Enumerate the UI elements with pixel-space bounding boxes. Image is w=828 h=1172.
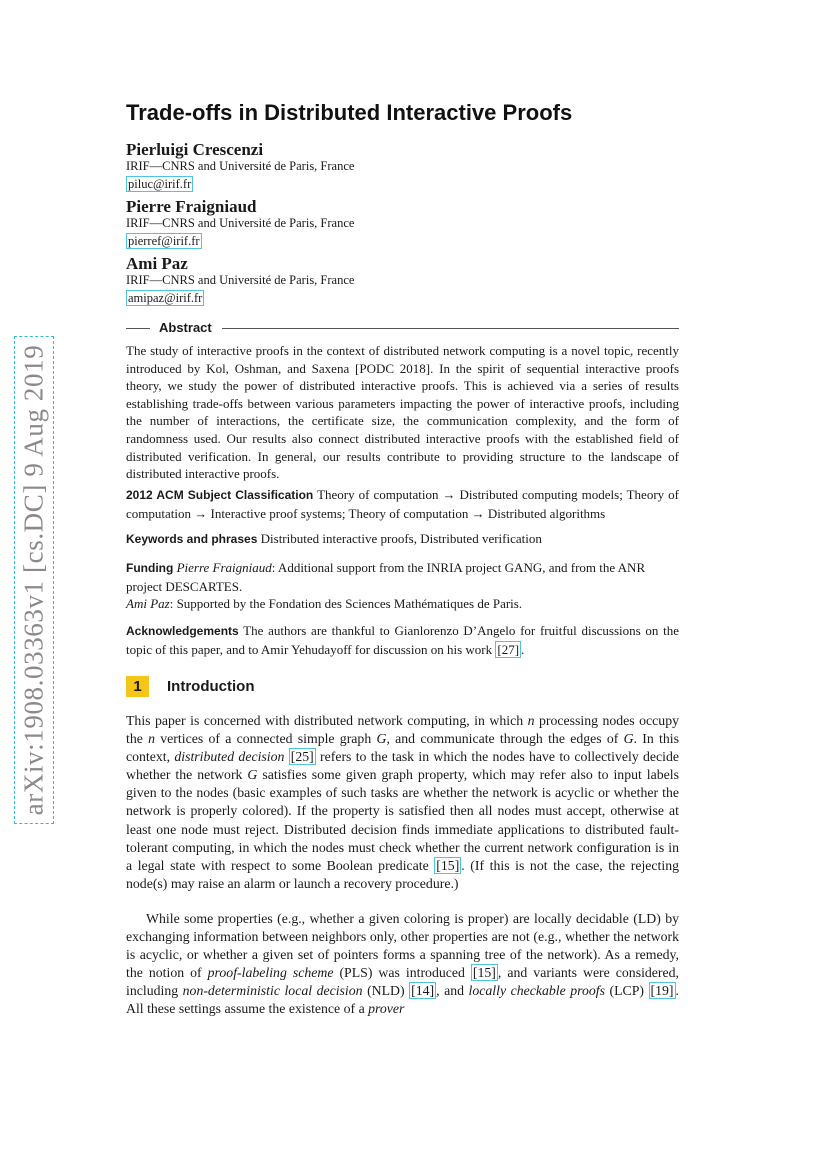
author-email-link[interactable]: amipaz@irif.fr (128, 291, 203, 305)
text-run: While some properties (e.g., whether a given coloring is proper) are locally decidable (LD) by exchanging information between neighbors only, other properties are not (e.g., whether the network is acyclic, or whether a given set of pointers forms a spanning tree of the network). As a remedy, the notion of (126, 911, 679, 981)
text-run: (LCP) (605, 983, 649, 999)
abstract-text: The study of interactive proofs in the context of distributed network computing is a novel topic, recently introduced by Kol, Oshman, and Saxena [PODC 2018]. In the spirit of sequential interactive proofs theory, we study the power of distributed interactive proofs. This is achieved via a series of results establishing trade-offs between various parameters impacting the power of interactive proofs, including the number of interactions, the certificate size, the communication complexity, and the form of randomness used. Our results also connect distributed interactive proofs with the established field of distributed verification. In general, our results contribute to providing structure to the landscape of distributed interactive proofs. (126, 343, 679, 482)
intro-paragraph-2 (126, 910, 679, 1019)
acknowledgements-text: The authors are thankful to Gianlorenzo D’Angelo for fruitful discussions on the topic of this paper, and to Amir Yehudayoff for discussion on his work (126, 623, 679, 657)
term: proof-labeling scheme (207, 965, 334, 981)
funding-label: Funding (126, 561, 174, 575)
rule-left (126, 328, 150, 329)
math-var: n (527, 713, 535, 728)
section-title: Introduction (167, 678, 255, 695)
intro-paragraph-1 (126, 712, 679, 893)
acm-classification (126, 486, 679, 522)
text-run: . In this context, (126, 731, 679, 765)
keywords-text: Distributed interactive proofs, Distributed verification (260, 531, 542, 546)
author-name: Pierluigi Crescenzi (126, 140, 264, 159)
text-run: refers to the task in which the nodes have to collectively decide whether the network (126, 749, 680, 783)
author-affiliation: IRIF—CNRS and Université de Paris, France (126, 273, 355, 287)
term: prover (368, 1001, 405, 1017)
keywords (126, 530, 679, 549)
text-run: (NLD) (362, 983, 410, 999)
math-var: n (148, 731, 156, 747)
acknowledgements-label: Acknowledgements (126, 624, 239, 638)
funding-name-1: Pierre Fraigniaud (176, 560, 272, 575)
term: locally checkable proofs (468, 983, 605, 999)
math-var: G (623, 731, 634, 747)
text-run: processing nodes occupy the (126, 713, 679, 747)
citation-link[interactable]: [15] (436, 857, 460, 873)
author-name: Ami Paz (126, 254, 188, 273)
author-name: Pierre Fraigniaud (126, 197, 257, 216)
math-var: G (247, 767, 258, 783)
citation-link[interactable]: [25] (290, 749, 314, 765)
keywords-label: Keywords and phrases (126, 532, 258, 546)
acknowledgements-end: . (521, 641, 525, 657)
text-run: vertices of a connected simple graph (155, 731, 377, 747)
text-run: , and (436, 983, 469, 999)
text-run: , and variants were considered, including (126, 965, 679, 999)
author-affiliation: IRIF—CNRS and Université de Paris, France (126, 159, 355, 173)
citation-link[interactable]: [14] (411, 983, 435, 999)
text-run: (PLS) was introduced (333, 965, 471, 981)
rule-right (222, 328, 679, 329)
abstract-header (126, 320, 679, 336)
acknowledgements (126, 622, 679, 658)
funding-text-1: : Additional support from the INRIA project GANG, and from the ANR project DESCARTES. (126, 560, 646, 594)
text-run: . All these settings assume the existence of a (126, 983, 679, 1017)
arxiv-stamp (14, 336, 54, 824)
text-run: This paper is concerned with distributed network computing, in which (126, 713, 528, 728)
section-heading (126, 676, 255, 698)
author-email-link[interactable]: pierref@irif.fr (128, 234, 200, 248)
acm-text: Theory of computation → Distributed computing models; Theory of computation → Interactive proof systems; Theory of computation → Distributed algorithms (126, 487, 679, 521)
funding (126, 559, 679, 613)
paper-title: Trade-offs in Distributed Interactive Proofs (126, 100, 573, 125)
acm-label: 2012 ACM Subject Classification (126, 488, 314, 502)
author-affiliation: IRIF—CNRS and Université de Paris, France (126, 216, 355, 230)
citation-link[interactable]: [19] (650, 983, 674, 999)
funding-text-2: : Supported by the Fondation des Sciences Mathématiques de Paris. (169, 596, 523, 612)
funding-name-2: Ami Paz (126, 596, 170, 612)
text-run: satisfies some given graph property, which may refer also to input labels given to the nodes (basic examples of such tasks are whether the network is acyclic or whether the network is properly colored). If the property is satisfied then all nodes must accept, otherwise at least one node must reject. Distributed decision finds immediate applications to distributed fault-tolerant computing, in which the nodes must check whether the current network configuration is in a legal state with respect to some Boolean predicate (126, 767, 679, 873)
text-run: . (If this is not the case, the rejecting node(s) may raise an alarm or launch a recovery procedure.) (126, 857, 679, 891)
citation-link[interactable]: [15] (472, 965, 496, 981)
citation-link[interactable]: [27] (497, 641, 520, 657)
term: distributed decision (174, 749, 285, 765)
term: non-deterministic local decision (182, 983, 363, 999)
arxiv-identifier: arXiv:1908.03363v1 [cs.DC] 9 Aug 2019 (18, 344, 49, 816)
section-number: 1 (126, 676, 149, 697)
abstract-heading: Abstract (159, 320, 212, 335)
text-run: , and communicate through the edges of (386, 731, 624, 747)
author-email-link[interactable]: piluc@irif.fr (128, 177, 192, 191)
math-var: G (376, 731, 387, 747)
